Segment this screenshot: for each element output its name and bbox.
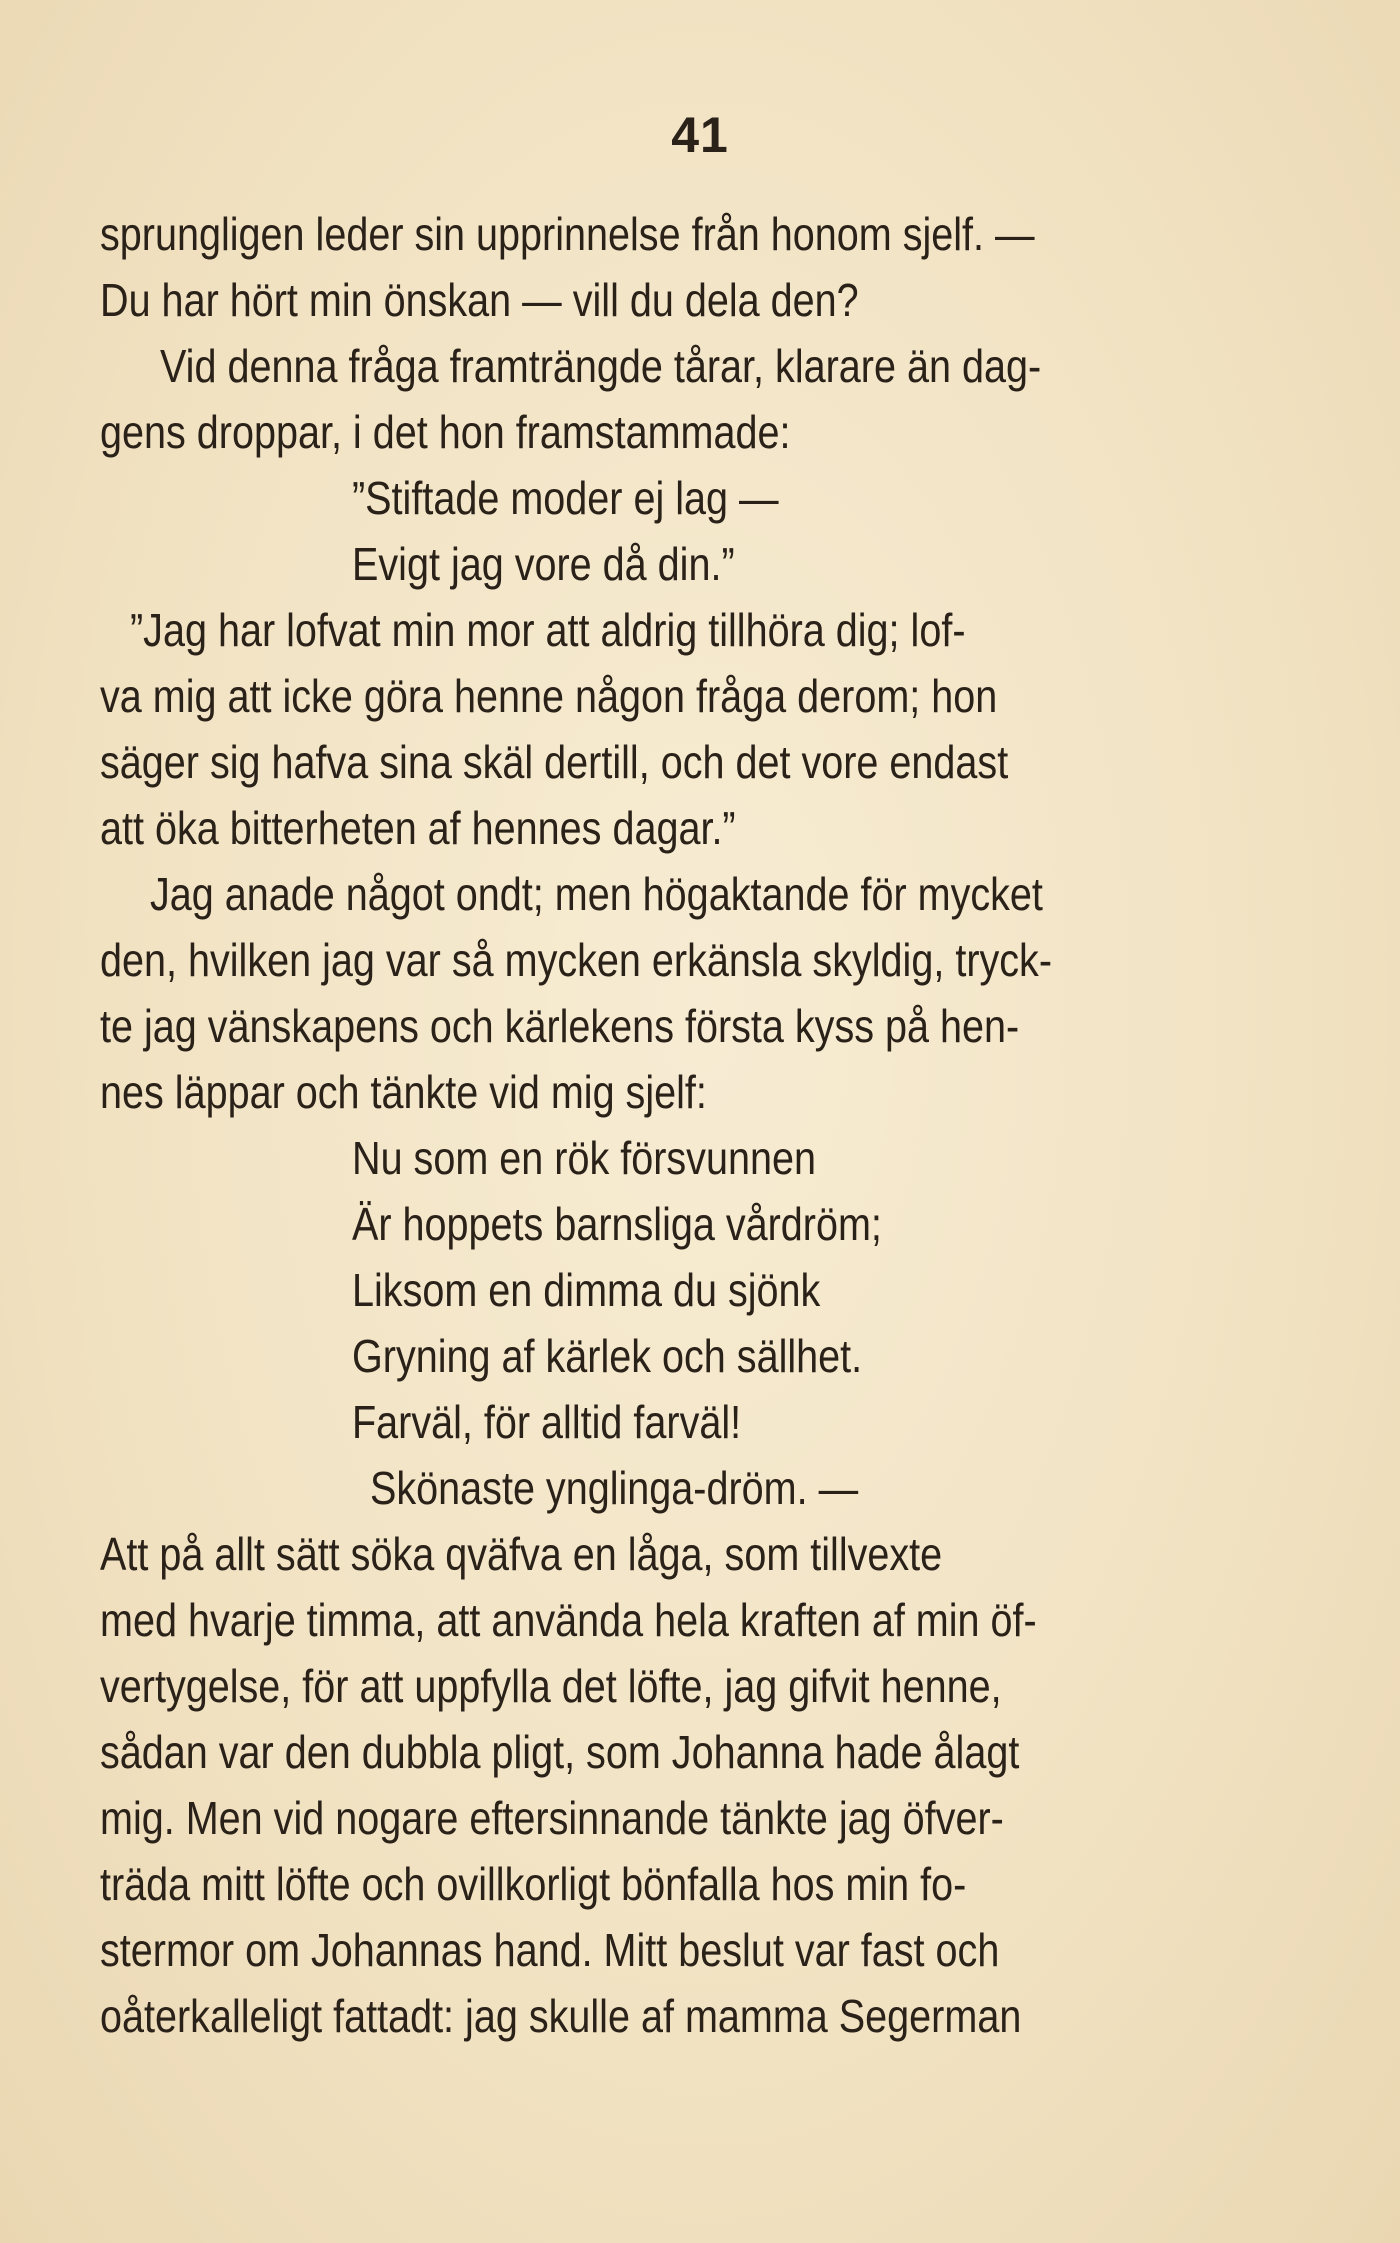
verse-line: Skönaste ynglinga-dröm. — [370, 1462, 859, 1514]
text-line: te jag vänskapens och kärlekens första kyss på hen- [100, 1000, 1020, 1052]
text-line: Jag anade något ondt; men högaktande för mycket [150, 868, 1043, 920]
text-line: Vid denna fråga framträngde tårar, klarare än dag- [160, 340, 1042, 392]
text-line: oåterkalleligt fattadt: jag skulle af mamma Segerman [100, 1990, 1022, 2042]
text-line: sådan var den dubbla pligt, som Johanna hade ålagt [100, 1726, 1020, 1778]
text-line: stermor om Johannas hand. Mitt beslut var fast och [100, 1924, 1000, 1976]
text-line: Att på allt sätt söka qväfva en låga, som tillvexte [100, 1528, 943, 1580]
text-line: säger sig hafva sina skäl dertill, och det vore endast [100, 736, 1009, 788]
text-line: Du har hört min önskan — vill du dela den? [100, 274, 859, 326]
text-line: ”Jag har lofvat min mor att aldrig tillhöra dig; lof- [130, 604, 966, 656]
verse-line: Nu som en rök försvunnen [352, 1132, 816, 1184]
text-line: va mig att icke göra henne någon fråga derom; hon [100, 670, 998, 722]
text-line: gens droppar, i det hon framstammade: [100, 406, 791, 458]
text-line: den, hvilken jag var så mycken erkänsla skyldig, tryck- [100, 934, 1053, 986]
text-line: nes läppar och tänkte vid mig sjelf: [100, 1066, 707, 1118]
verse-line: Är hoppets barnsliga vårdröm; [352, 1198, 882, 1250]
text-line: vertygelse, för att uppfylla det löfte, jag gifvit henne, [100, 1660, 1002, 1712]
text-line: mig. Men vid nogare eftersinnande tänkte jag öfver- [100, 1792, 1004, 1844]
text-line: träda mitt löfte och ovillkorligt bönfalla hos min fo- [100, 1858, 967, 1910]
text-line: med hvarje timma, att använda hela kraften af min öf- [100, 1594, 1037, 1646]
verse-line: Gryning af kärlek och sällhet. [352, 1330, 863, 1382]
text-line: att öka bitterheten af hennes dagar.” [100, 802, 736, 854]
text-line: sprungligen leder sin upprinnelse från honom sjelf. — [100, 208, 1035, 260]
verse-line: Farväl, för alltid farväl! [352, 1396, 742, 1448]
verse-line: Evigt jag vore då din.” [352, 538, 735, 590]
page-number: 41 [671, 107, 729, 163]
verse-line: ”Stiftade moder ej lag — [352, 472, 779, 524]
verse-line: Liksom en dimma du sjönk [352, 1264, 821, 1316]
